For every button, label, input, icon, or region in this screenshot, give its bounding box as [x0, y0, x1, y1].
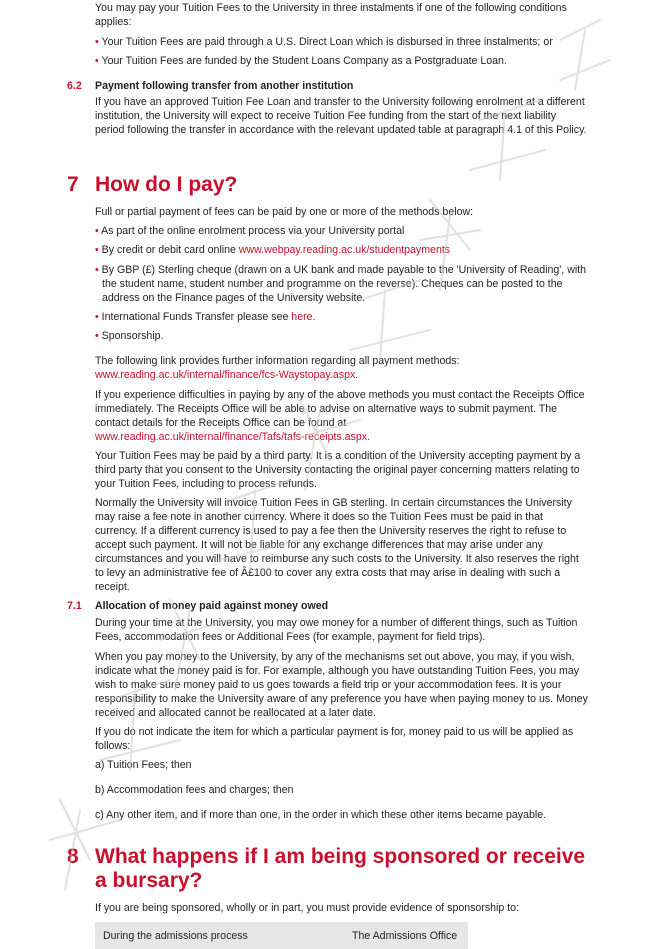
list-item: • By GBP (£) Sterling cheque (drawn on a UK bank and made payable to the 'University of Reading', with the student name, student number and programme on the reverse). Cheques can be posted to the address on the Finance pages of the University website.: [95, 264, 587, 304]
allocation-paragraph: During your time at the University, you may owe money for a number of different things, such as Tuition Fees, accommodation fees or Additional Fees (for example, payment for field trips).: [95, 617, 578, 643]
list-item: b) Accommodation fees and charges; then: [95, 784, 294, 796]
list-item: • As part of the online enrolment process via your University portal: [95, 225, 405, 237]
list-item: • By credit or debit card online www.webpay.reading.ac.uk/studentpayments: [95, 244, 451, 256]
bullet-icon: •: [95, 330, 99, 342]
section-number: 7: [67, 173, 79, 196]
bullet-icon: •: [95, 244, 99, 256]
funds-transfer-link[interactable]: here.: [291, 311, 316, 323]
currency-paragraph: Normally the University will invoice Tuition Fees in GB sterling. In certain circumstances the University may raise a fee note in another currency. Where it does so the Tuition Fees must be paid in that currency. If a different currency is used to pay a fee then the University reserves the right to refuse to accept such payment. It will not be liable for any exchange differences that may arise under any circumstances and you will have to reimburse any such costs to the University. It also reserves the right to levy an administrative fee of Â£100 to cover any extra costs that may arise in dealing with such a receipt.: [95, 497, 579, 593]
table-cell: The Admissions Office: [352, 930, 458, 942]
bullet-icon: •: [95, 225, 99, 237]
list-item: • International Funds Transfer please see here.: [95, 311, 316, 323]
section-intro: If you are being sponsored, wholly or in part, you must provide evidence of sponsorship to:: [95, 902, 519, 914]
section-heading: How do I pay?: [95, 173, 238, 196]
list-item: a) Tuition Fees; then: [95, 759, 192, 771]
section-number: 7.1: [67, 600, 82, 612]
list-item: • Your Tuition Fees are paid through a U.S. Direct Loan which is disbursed in three instalments; or: [95, 36, 553, 48]
bullet-icon: •: [95, 36, 99, 48]
allocation-paragraph: If you do not indicate the item for which a particular payment is for, money paid to us will be applied as follows:: [95, 726, 574, 752]
list-item: • Sponsorship.: [95, 330, 164, 342]
section-heading: Allocation of money paid against money owed: [95, 600, 329, 612]
list-item: • Your Tuition Fees are funded by the Student Loans Company as a Postgraduate Loan.: [95, 55, 507, 67]
bullet-icon: •: [95, 264, 99, 276]
section-number: 6.2: [67, 80, 82, 92]
section-intro: Full or partial payment of fees can be paid by one or more of the methods below:: [95, 206, 474, 218]
section-number: 8: [67, 845, 79, 868]
bullet-icon: •: [95, 55, 99, 67]
section-heading: Payment following transfer from another institution: [95, 80, 354, 92]
receipts-paragraph: If you experience difficulties in paying by any of the above methods you must contact the Receipts Office immediately. The Receipts Office will be able to advise on alternative ways to submit payment. The contact details for the Receipts Office can be found at www.reading.ac.uk/internal/finance/Tafs/tafs-receipts.aspx.: [95, 389, 585, 443]
list-item: c) Any other item, and if more than one, in the order in which these other items became payable.: [95, 809, 547, 821]
receipts-link[interactable]: www.reading.ac.uk/internal/finance/Tafs/tafs-receipts.aspx.: [95, 431, 370, 443]
payment-methods-paragraph: The following link provides further information regarding all payment methods: www.reading.ac.uk/internal/finance/fcs-Waystopay.aspx.: [95, 355, 460, 381]
table-cell: During the admissions process: [103, 930, 248, 942]
intro-paragraph: You may pay your Tuition Fees to the University in three instalments if one of the following conditions applies:: [95, 2, 567, 28]
third-party-paragraph: Your Tuition Fees may be paid by a third party. It is a condition of the University accepting payment by a third party that you consent to the University contacting the original payer concerning matters relating to your Tuition Fees, including to process refunds.: [95, 450, 581, 490]
webpay-link[interactable]: www.webpay.reading.ac.uk/studentpayments: [238, 244, 451, 256]
section-heading: What happens if I am being sponsored or receive a bursary?: [95, 845, 586, 892]
section-paragraph: If you have an approved Tuition Fee Loan and transfer to the University following enrolment at a different institution, the University will expect to receive Tuition Fee funding from the start of the next liability period following the transfer in accordance with the relevant updated table at paragraph 4.1 of this Policy.: [95, 96, 587, 136]
allocation-paragraph: When you pay money to the University, by any of the mechanisms set out above, you may, if you wish, indicate what the money paid is for. For example, although you have outstanding Tuition Fees, you may wish to make sure money paid to us goes towards a field trip or your accommodation fees. It is your responsibility to make the University aware of any preference you have when paying money to us. Money received and allocated cannot be reallocated at a later date.: [95, 651, 588, 719]
ways-to-pay-link[interactable]: www.reading.ac.uk/internal/finance/fcs-Waystopay.aspx.: [95, 369, 359, 381]
bullet-icon: •: [95, 311, 99, 323]
table-row: [95, 922, 468, 949]
